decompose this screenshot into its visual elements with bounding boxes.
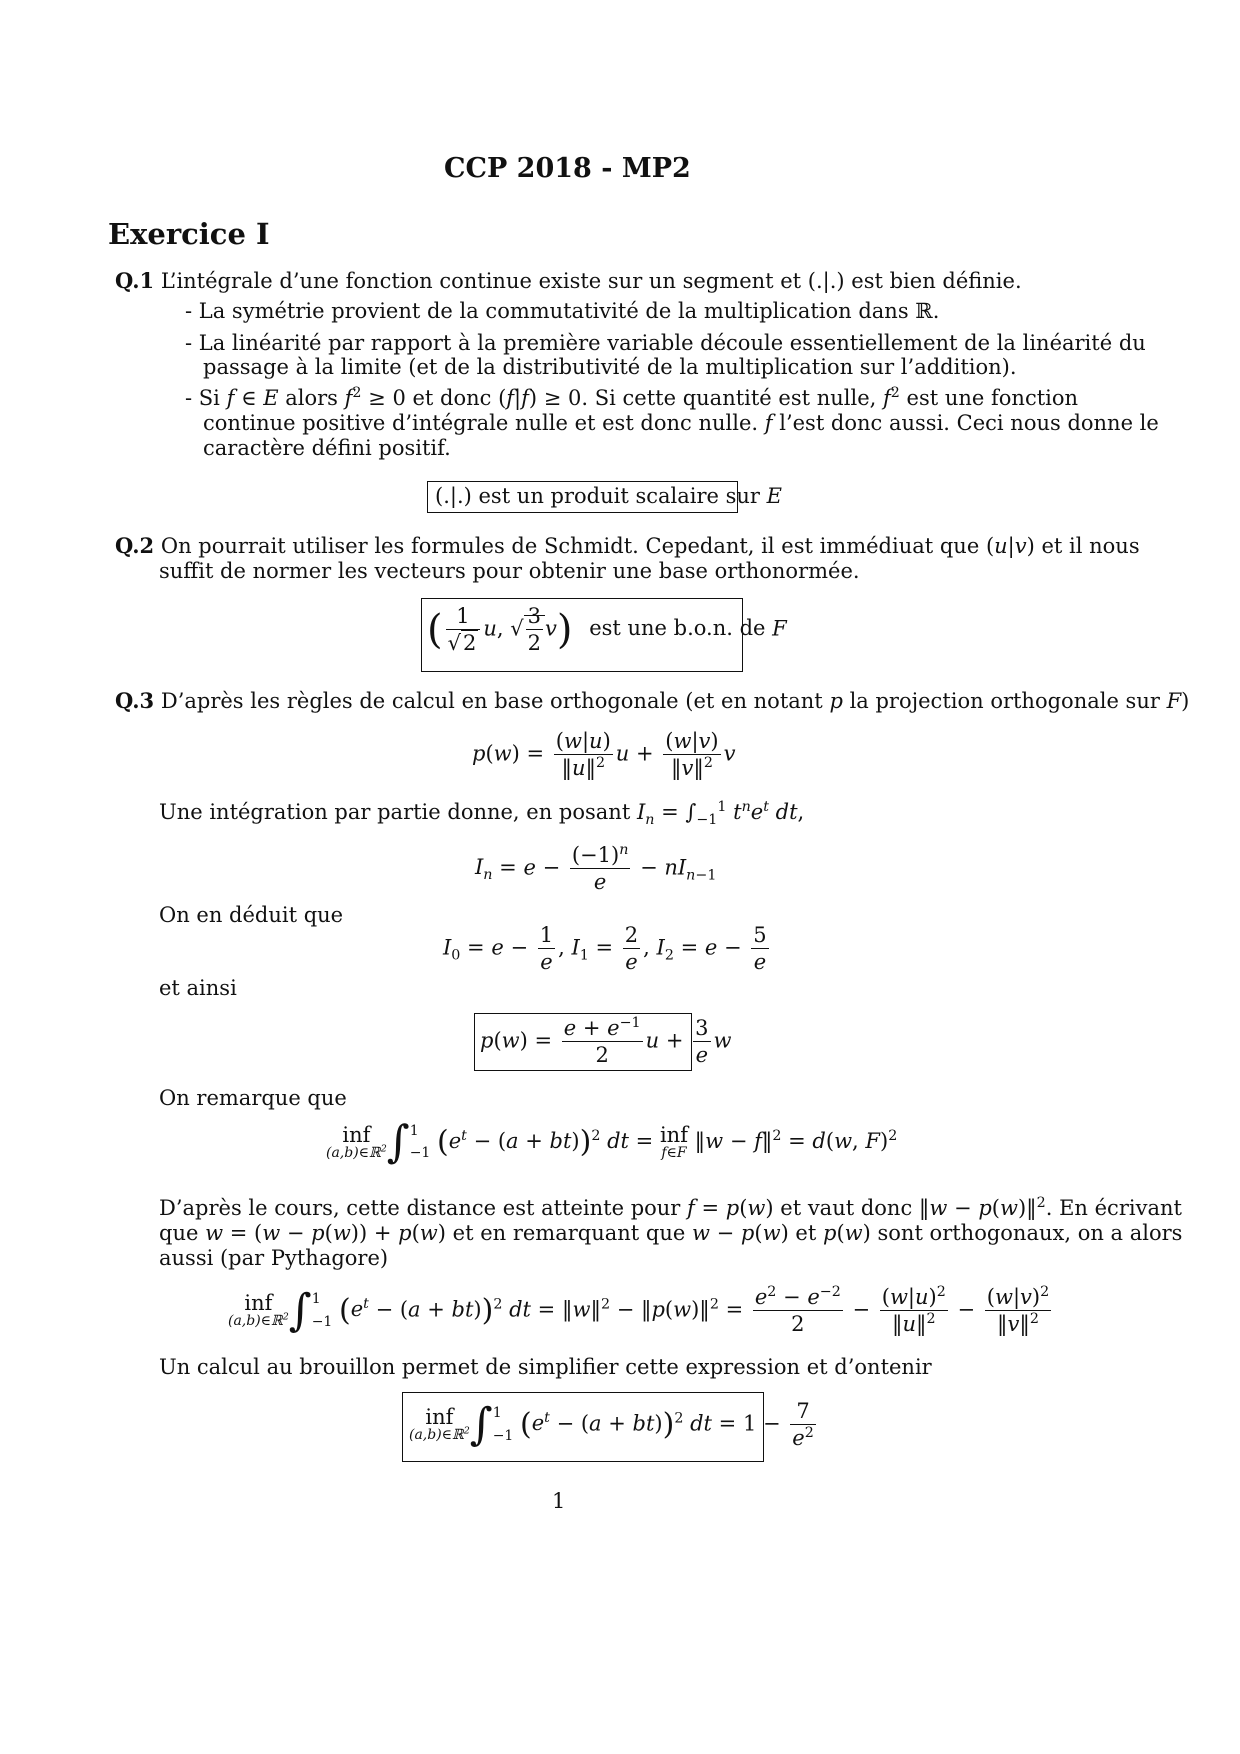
cours-text-2a: que (159, 1221, 199, 1245)
calc-text: Un calcul au brouillon permet de simplifier cette expression et d’ontenir (159, 1355, 932, 1379)
q2-result-text: est une b.o.n. de (589, 616, 766, 641)
q2-result: ( $\frac{1}{√2}$ u, √ $\frac{3}{2}$ v) est une b.o.n. de F (427, 604, 787, 656)
q3-intro-text: D’après les règles de calcul en base orthogonale (et en notant (160, 689, 823, 713)
q1-label: Q.1 (115, 268, 155, 293)
q2-line-1-text: On pourrait utiliser les formules de Schmidt. Cepedant, il est immédiuat que (160, 534, 980, 558)
q1-bullet-1: - La symétrie provient de la commutativité de la multiplication dans ℝ. (185, 299, 940, 323)
page-number: 1 (552, 1489, 566, 1513)
cours-line-2: que w = (w − p(w)) + p(w) et en remarquant que w − p(w) et p(w) sont orthogonaux, on a alors (159, 1221, 1183, 1245)
remark-text: On remarque que (159, 1086, 347, 1110)
initial-values: $I_0 = e$ − $\frac{1}{e}$ , $I_1$ = $\frac{2}{e}$ , $I_2 = e$ − $\frac{5}{e}$ (443, 923, 767, 975)
cours-text-2b: et en remarquant que (452, 1221, 686, 1245)
q2-line-2: suffit de normer les vecteurs pour obtenir une base orthonormée. (159, 559, 860, 583)
q3-label: Q.3 (115, 688, 155, 713)
q1-bullet-3: - Si f ∈ E alors $f^2 \ge 0$ et donc (f|f) ≥ 0. Si cette quantité est nulle, $f^2$ est une fonction (185, 385, 1079, 410)
q3-intro: Q.3 D’après les règles de calcul en base orthogonale (et en notant p la projection orthogonale sur F) (115, 688, 1190, 713)
projection-result: p(w) = $\frac{e + e^{-1}}{2}$ u + $\frac{3}{e}$ w (480, 1015, 732, 1068)
q1-bullet-3-text: continue positive d’intégrale nulle et est donc nulle. (203, 411, 759, 435)
section-heading: Exercice I (108, 217, 270, 251)
inf-distance-formula: inf (a,b)∈ℝ$^2$ ∫1 −1 $(e^t - (a + bt))^2$ dt = inf f∈F ‖w − f‖$^2$ = d(w, F)$^2$ (326, 1116, 898, 1168)
ainsi-text: et ainsi (159, 976, 237, 1000)
q2-line-1: Q.2 On pourrait utiliser les formules de Schmidt. Cepedant, il est immédiuat que (u|v) et il nous (115, 533, 1140, 558)
document-title: CCP 2018 - MP2 (444, 153, 691, 184)
cours-text-1: D’après le cours, cette distance est atteinte pour (159, 1196, 681, 1220)
q1-bullet-2-text: La linéarité par rapport à la première variable découle essentiellement de la linéarité du (198, 331, 1146, 355)
q2-label: Q.2 (115, 533, 155, 558)
q1-bullet-3-cont: continue positive d’intégrale nulle et est donc nulle. f l’est donc aussi. Ceci nous donne le (203, 411, 1159, 435)
q1-intro (115, 268, 1022, 293)
final-result: inf (a,b)∈ℝ$^2$ ∫1 −1 $(e^t - (a + bt))^2$ dt = 1 − $\frac{7}{e^2}$ (409, 1398, 814, 1451)
cours-line-3: aussi (par Pythagore) (159, 1246, 389, 1270)
cours-line-1: D’après le cours, cette distance est atteinte pour f = p(w) et vaut donc ‖w − p(w)‖$^2$. En écrivant (159, 1195, 1182, 1220)
q1-bullet-3-end: caractère défini positif. (203, 436, 451, 460)
q1-intro-text: L’intégrale d’une fonction continue existe sur un segment et (.|.) est bien définie. (160, 269, 1022, 293)
cours-text-2c: sont orthogonaux, on a alors (877, 1221, 1183, 1245)
q1-bullet-2-cont: passage à la limite (et de la distributivité de la multiplication sur l’addition). (203, 355, 1017, 379)
q1-result-text: (.|.) est un produit scalaire sur (435, 484, 760, 508)
q3-intro-end: la projection orthogonale sur (849, 689, 1160, 713)
ipp-line: Une intégration par partie donne, en posant $I_n = \int_{-1}^1$ $t^ne^t$ dt, (159, 799, 805, 829)
q1-bullet-2: - La linéarité par rapport à la première variable découle essentiellement de la linéarité du (185, 331, 1146, 355)
ipp-text: Une intégration par partie donne, en posant (159, 800, 631, 824)
pythagore-formula: inf (a,b)∈ℝ$^2$ ∫1 −1 $(e^t - (a + bt))^2$ dt = ‖w‖$^2$ − ‖p(w)‖$^2$ = $\frac{e^2 - e^{-2}}{2}$ − $\frac{(w|u)^2}{‖u‖^2}$ − $\frac{(w|v)^2}{‖v‖^2}$ (228, 1284, 1050, 1337)
projection-formula: p(w) = $\frac{(w|u)}{‖u‖^2}$ u + $\frac{(w|v)}{‖v‖^2}$ v (472, 729, 736, 781)
q1-result: (.|.) est un produit scalaire sur E (435, 484, 782, 508)
recurrence-formula: $I_n = e$ − $\frac{(-1)^n}{e}$ − $nI_{n-1}$ (475, 842, 717, 895)
deduce-text: On en déduit que (159, 903, 344, 927)
q1-bullet-1-text: La symétrie provient de la commutativité de la multiplication dans ℝ. (198, 299, 940, 323)
